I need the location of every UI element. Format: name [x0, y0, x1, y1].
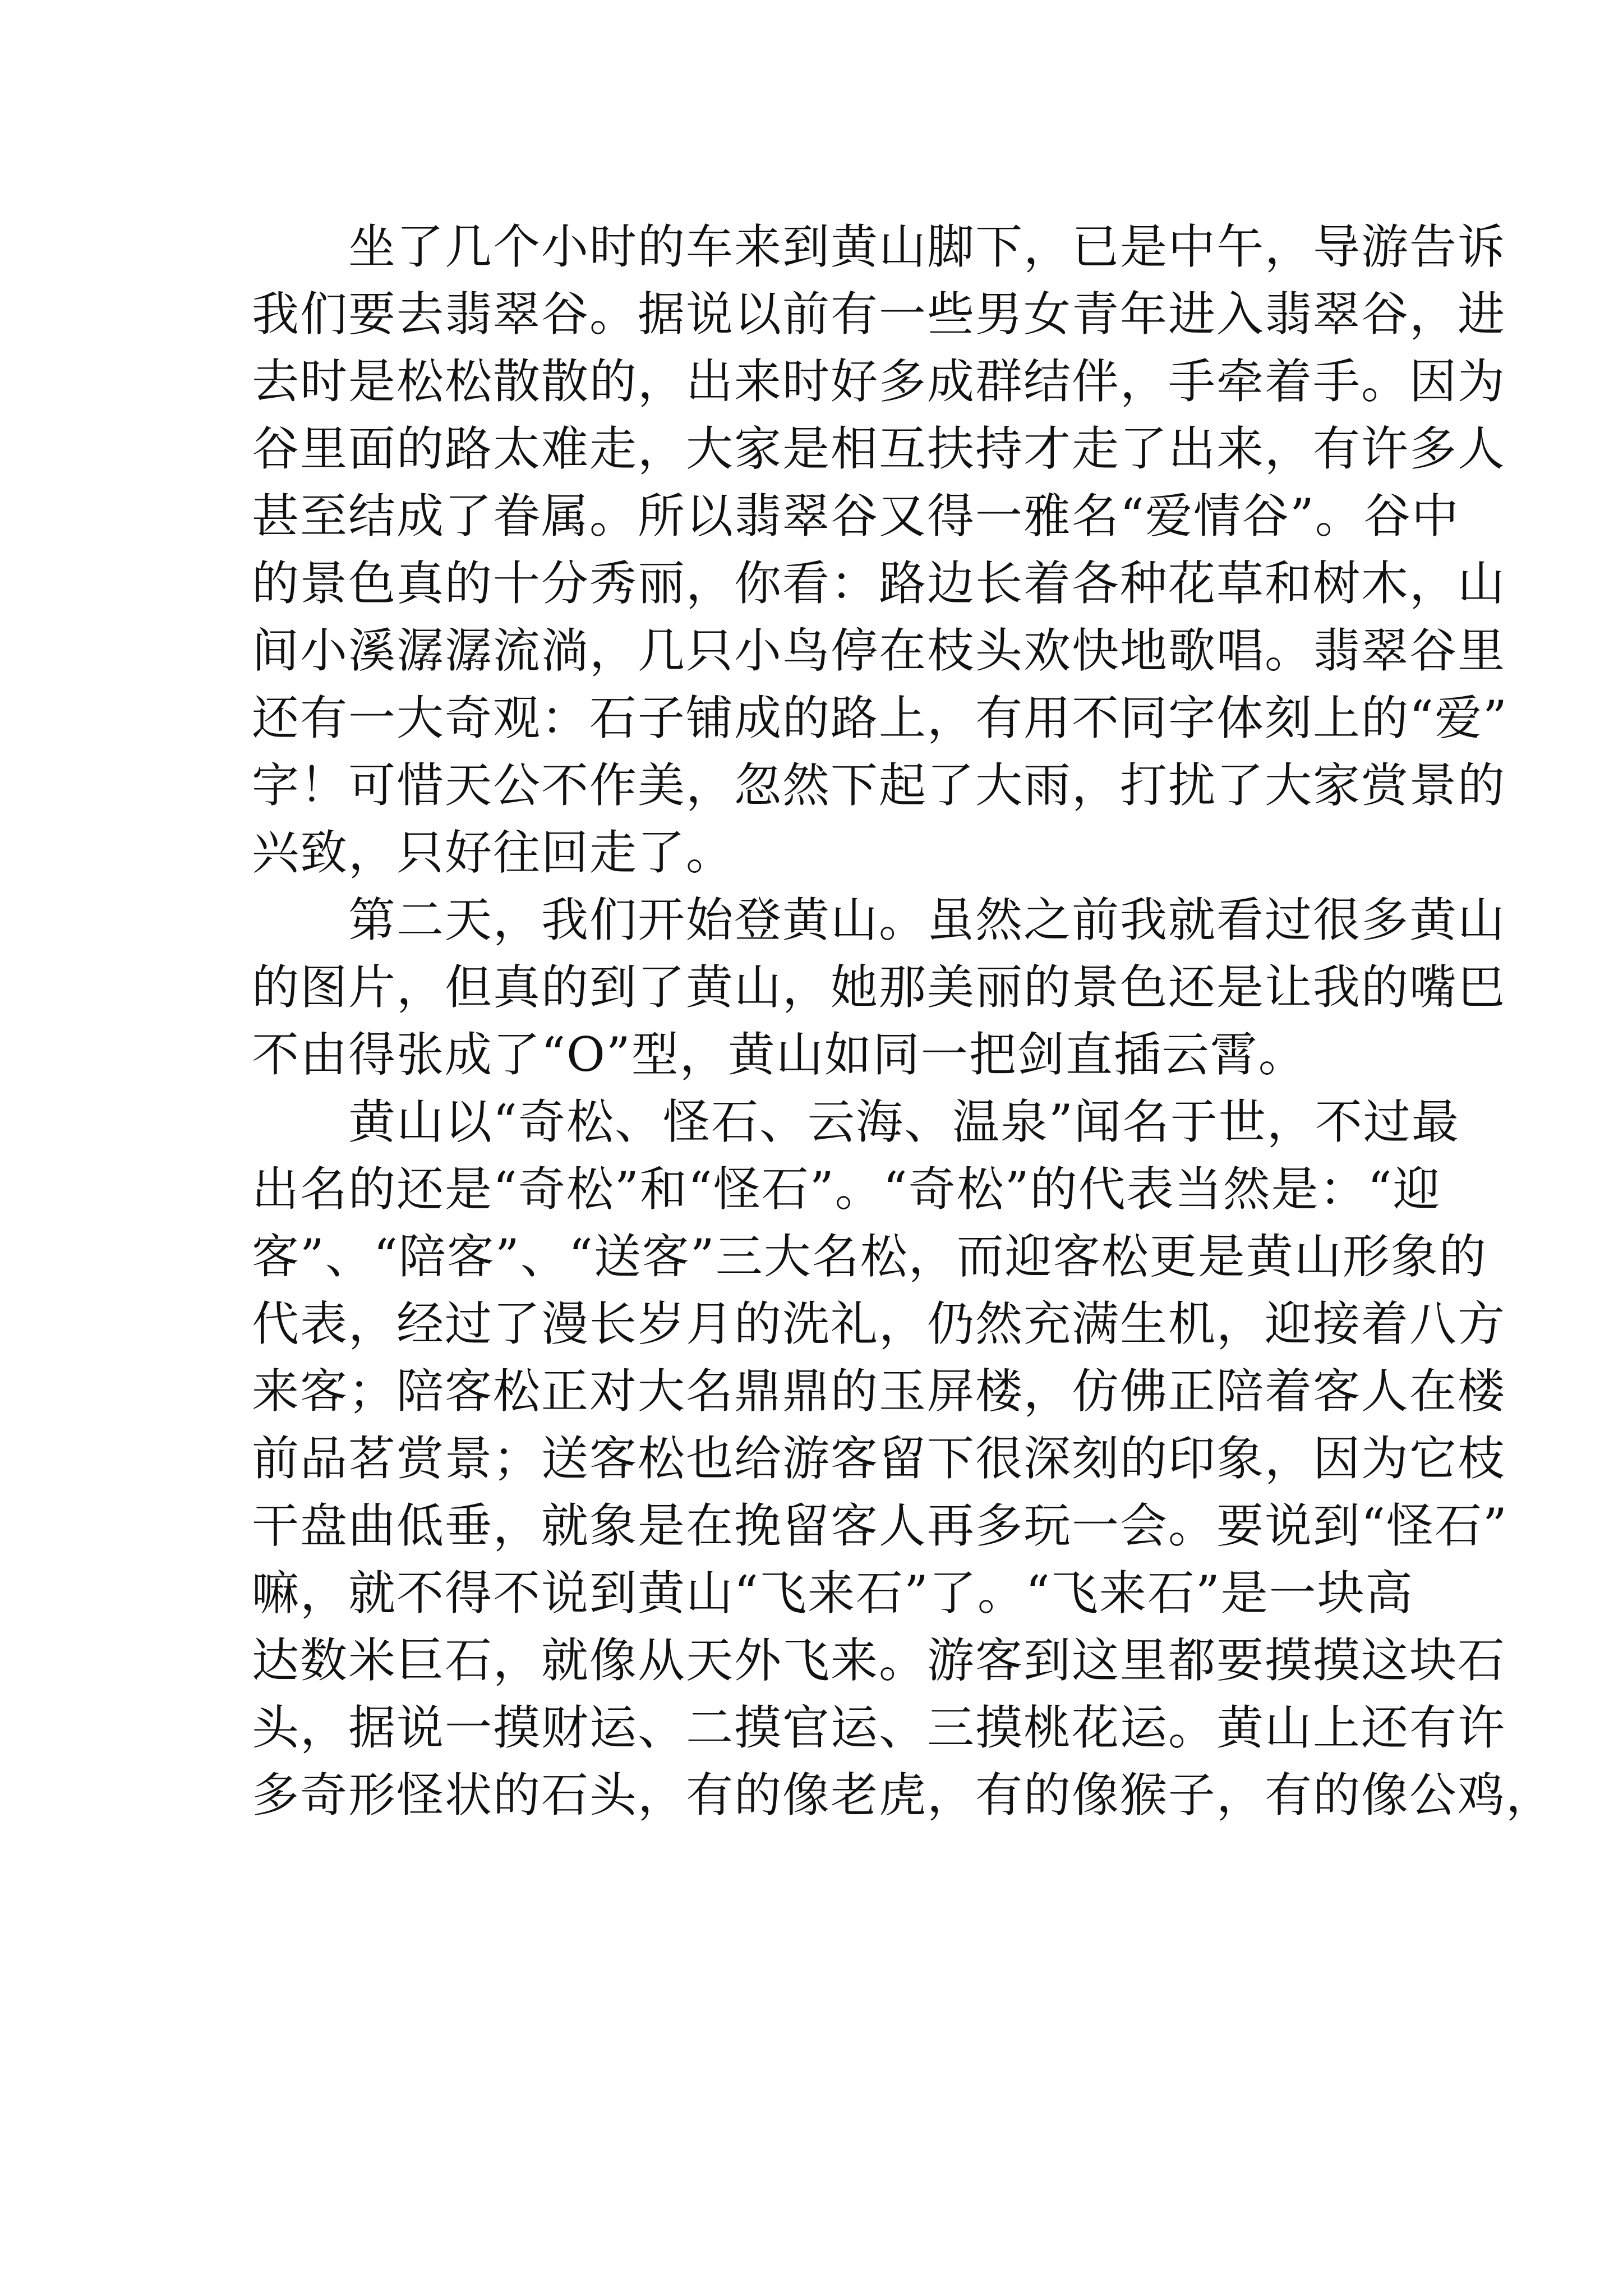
text-line: 出名的还是“奇松”和“怪石”。“奇松”的代表当然是：“迎	[252, 1162, 1441, 1217]
text-line: 我们要去翡翠谷。据说以前有一些男女青年进入翡翠谷，进	[252, 287, 1506, 342]
text-line: 代表，经过了漫长岁月的洗礼，仍然充满生机，迎接着八方	[252, 1296, 1506, 1351]
text-line: 还有一大奇观：石子铺成的路上，有用不同字体刻上的“爱”	[252, 691, 1508, 746]
text-line: 去时是松松散散的，出来时好多成群结伴，手牵着手。因为	[252, 354, 1506, 409]
text-line: 坐了几个小时的车来到黄山脚下，已是中午，导游告诉	[252, 219, 1506, 274]
text-line: 第二天，我们开始登黄山。虽然之前我就看过很多黄山	[252, 892, 1506, 947]
text-line: 客”、“陪客”、“送客”三大名松，而迎客松更是黄山形象的	[252, 1229, 1487, 1284]
text-line: 头，据说一摸财运、二摸官运、三摸桃花运。黄山上还有许	[252, 1700, 1506, 1755]
text-line: 来客；陪客松正对大名鼎鼎的玉屏楼，仿佛正陪着客人在楼	[252, 1364, 1506, 1419]
text-line: 不由得张成了“O”型，黄山如同一把剑直插云霄。	[252, 1027, 1307, 1082]
text-line: 兴致，只好往回走了。	[252, 825, 735, 880]
text-line: 嘛，就不得不说到黄山“飞来石”了。“飞来石”是一块高	[252, 1566, 1414, 1621]
text-line: 前品茗赏景；送客松也给游客留下很深刻的印象，因为它枝	[252, 1431, 1506, 1486]
text-line: 甚至结成了眷属。所以翡翠谷又得一雅名“爱情谷”。谷中	[252, 489, 1460, 544]
text-line: 谷里面的路太难走，大家是相互扶持才走了出来，有许多人	[252, 421, 1506, 476]
text-line: 多奇形怪状的石头，有的像老虎，有的像猴子，有的像公鸡，	[252, 1768, 1555, 1823]
body-text	[252, 213, 1555, 1829]
text-line: 的景色真的十分秀丽，你看：路边长着各种花草和树木，山	[252, 556, 1506, 611]
text-line: 间小溪潺潺流淌，几只小鸟停在枝头欢快地歌唱。翡翠谷里	[252, 623, 1506, 678]
text-line: 干盘曲低垂，就象是在挽留客人再多玩一会。要说到“怪石”	[252, 1498, 1508, 1553]
text-line: 达数米巨石，就像从天外飞来。游客到这里都要摸摸这块石	[252, 1633, 1506, 1688]
text-line: 黄山以“奇松、怪石、云海、温泉”闻名于世，不过最	[252, 1094, 1460, 1149]
text-line: 的图片，但真的到了黄山，她那美丽的景色还是让我的嘴巴	[252, 960, 1506, 1015]
text-line: 字！可惜天公不作美，忽然下起了大雨，打扰了大家赏景的	[252, 758, 1506, 813]
